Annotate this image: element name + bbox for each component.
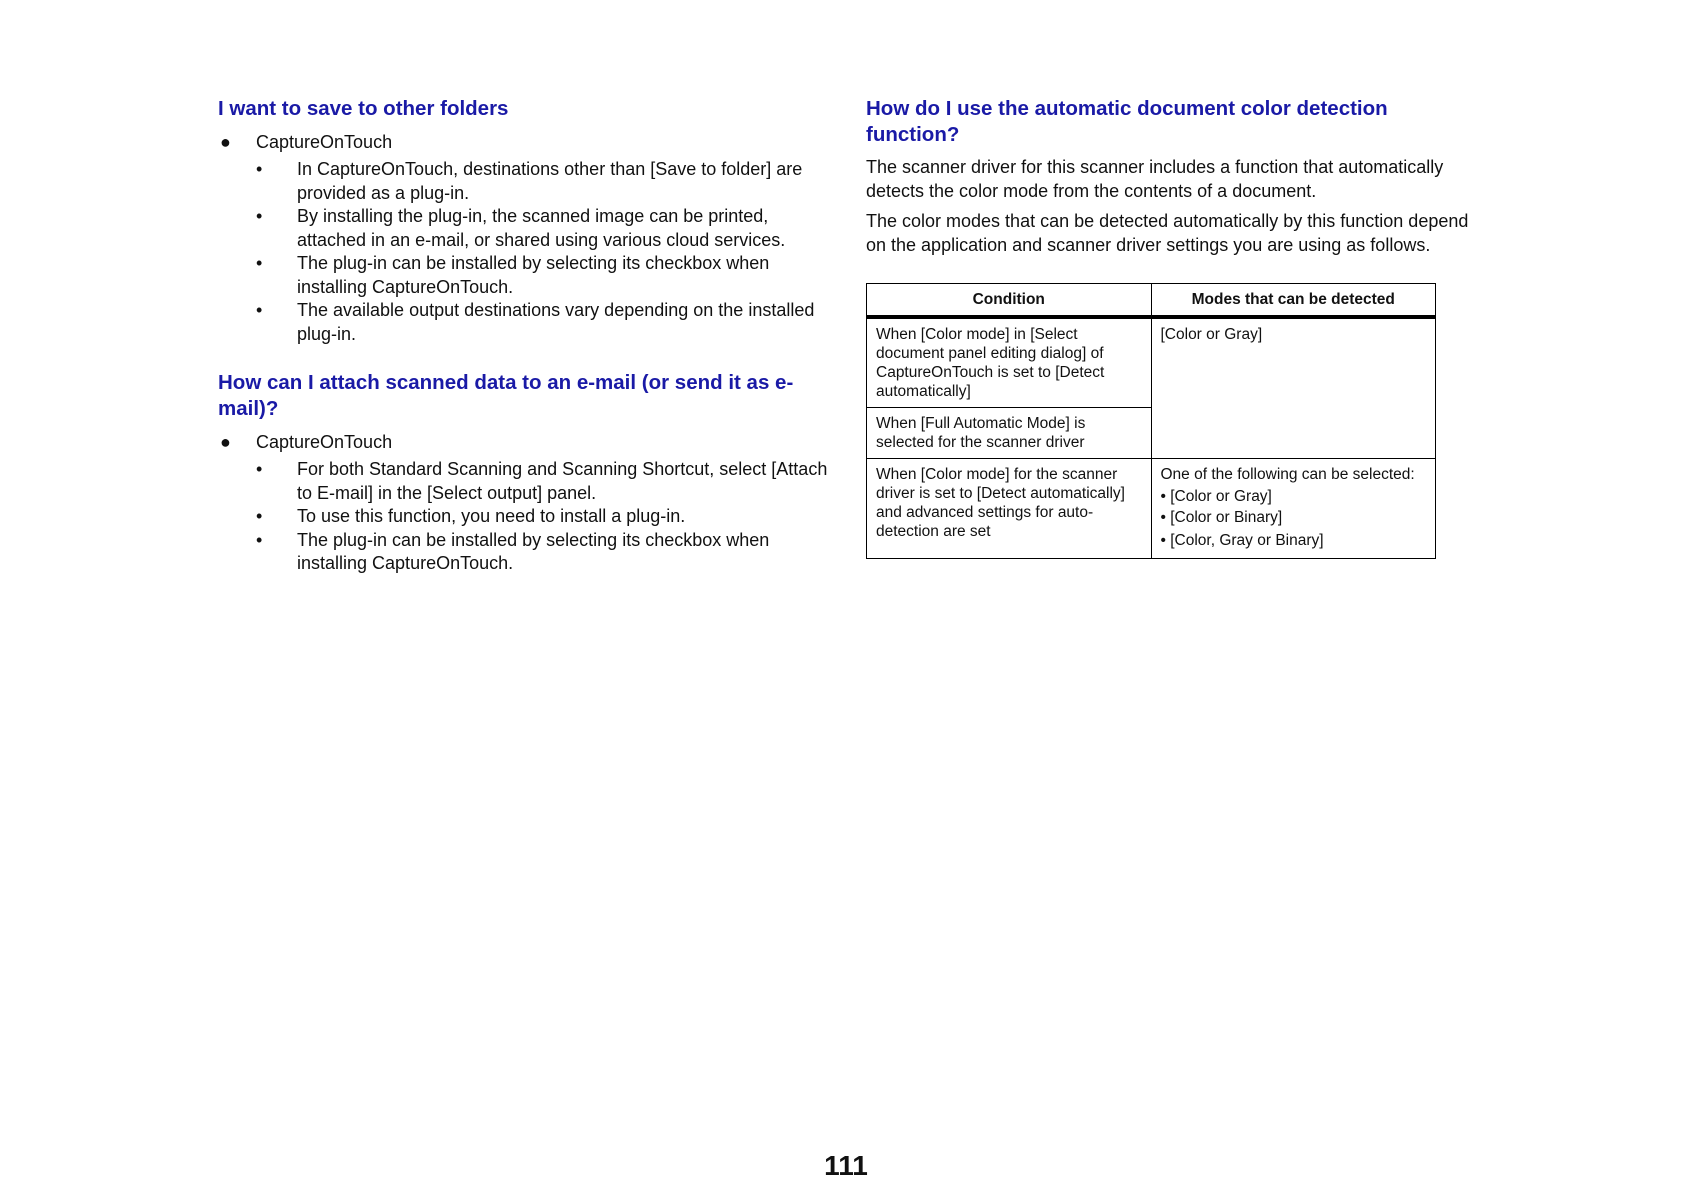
color-detection-table: [866, 283, 1436, 559]
modes-cell: [1151, 459, 1436, 559]
list-item: • The plug-in can be installed by selecting its checkbox when installing CaptureOnTouch.: [256, 529, 770, 573]
table-header-row: [867, 284, 1436, 318]
app-bullet: [218, 430, 828, 454]
bullet-list: [218, 458, 828, 576]
condition-cell: When [Full Automatic Mode] is selected for the scanner driver: [867, 408, 1152, 459]
list-item: • To use this function, you need to install a plug-in.: [256, 506, 686, 526]
list-item: • The plug-in can be installed by selecting its checkbox when installing CaptureOnTouch.: [256, 253, 770, 297]
list-item: • The available output destinations vary depending on the installed plug-in.: [256, 300, 815, 344]
app-name: CaptureOnTouch: [256, 132, 393, 152]
condition-cell: When [Color mode] for the scanner driver is set to [Detect automatically] and advanced settings for auto-detection are set: [867, 459, 1152, 559]
column-header: Modes that can be detected: [1151, 284, 1436, 318]
bullet-list: [218, 158, 828, 346]
section-save-folders: [218, 96, 828, 346]
page-number: 111: [824, 1150, 868, 1181]
app-bullet: [218, 130, 828, 154]
table-row: [867, 459, 1436, 559]
section-heading: How can I attach scanned data to an e-mail (or send it as e-mail)?: [218, 371, 794, 420]
bullet-icon: ●: [220, 432, 231, 452]
list-item: • By installing the plug-in, the scanned image can be printed, attached in an e-mail, or shared using various cloud services.: [256, 206, 786, 250]
column-header: Condition: [867, 284, 1152, 318]
condition-cell: When [Color mode] in [Select document panel editing dialog] of CaptureOnTouch is set to [Detect automatically]: [867, 317, 1152, 408]
list-item: • In CaptureOnTouch, destinations other than [Save to folder] are provided as a plug-in.: [256, 159, 803, 203]
app-name: CaptureOnTouch: [256, 432, 393, 452]
list-item: • For both Standard Scanning and Scanning Shortcut, select [Attach to E-mail] in the [Select output] panel.: [256, 459, 828, 503]
right-column: [866, 96, 1476, 559]
bullet-icon: ●: [220, 132, 231, 152]
section-heading: How do I use the automatic document color detection function?: [866, 97, 1388, 146]
section-heading: I want to save to other folders: [218, 97, 509, 120]
modes-list: [1161, 487, 1427, 552]
modes-cell: [Color or Gray]: [1151, 317, 1436, 459]
section-email: [218, 370, 828, 576]
list-item: • [Color or Binary]: [1160, 509, 1283, 526]
table-row: [867, 317, 1436, 408]
left-column: [218, 96, 828, 576]
list-item: • [Color or Gray]: [1160, 488, 1272, 505]
paragraph: The scanner driver for this scanner includes a function that automatically detects the color mode from the contents of a document.: [866, 157, 1444, 201]
list-item: • [Color, Gray or Binary]: [1160, 532, 1324, 549]
modes-intro: One of the following can be selected:: [1160, 466, 1415, 483]
paragraph: The color modes that can be detected automatically by this function depend on the application and scanner driver settings you are using as follows.: [866, 211, 1469, 255]
